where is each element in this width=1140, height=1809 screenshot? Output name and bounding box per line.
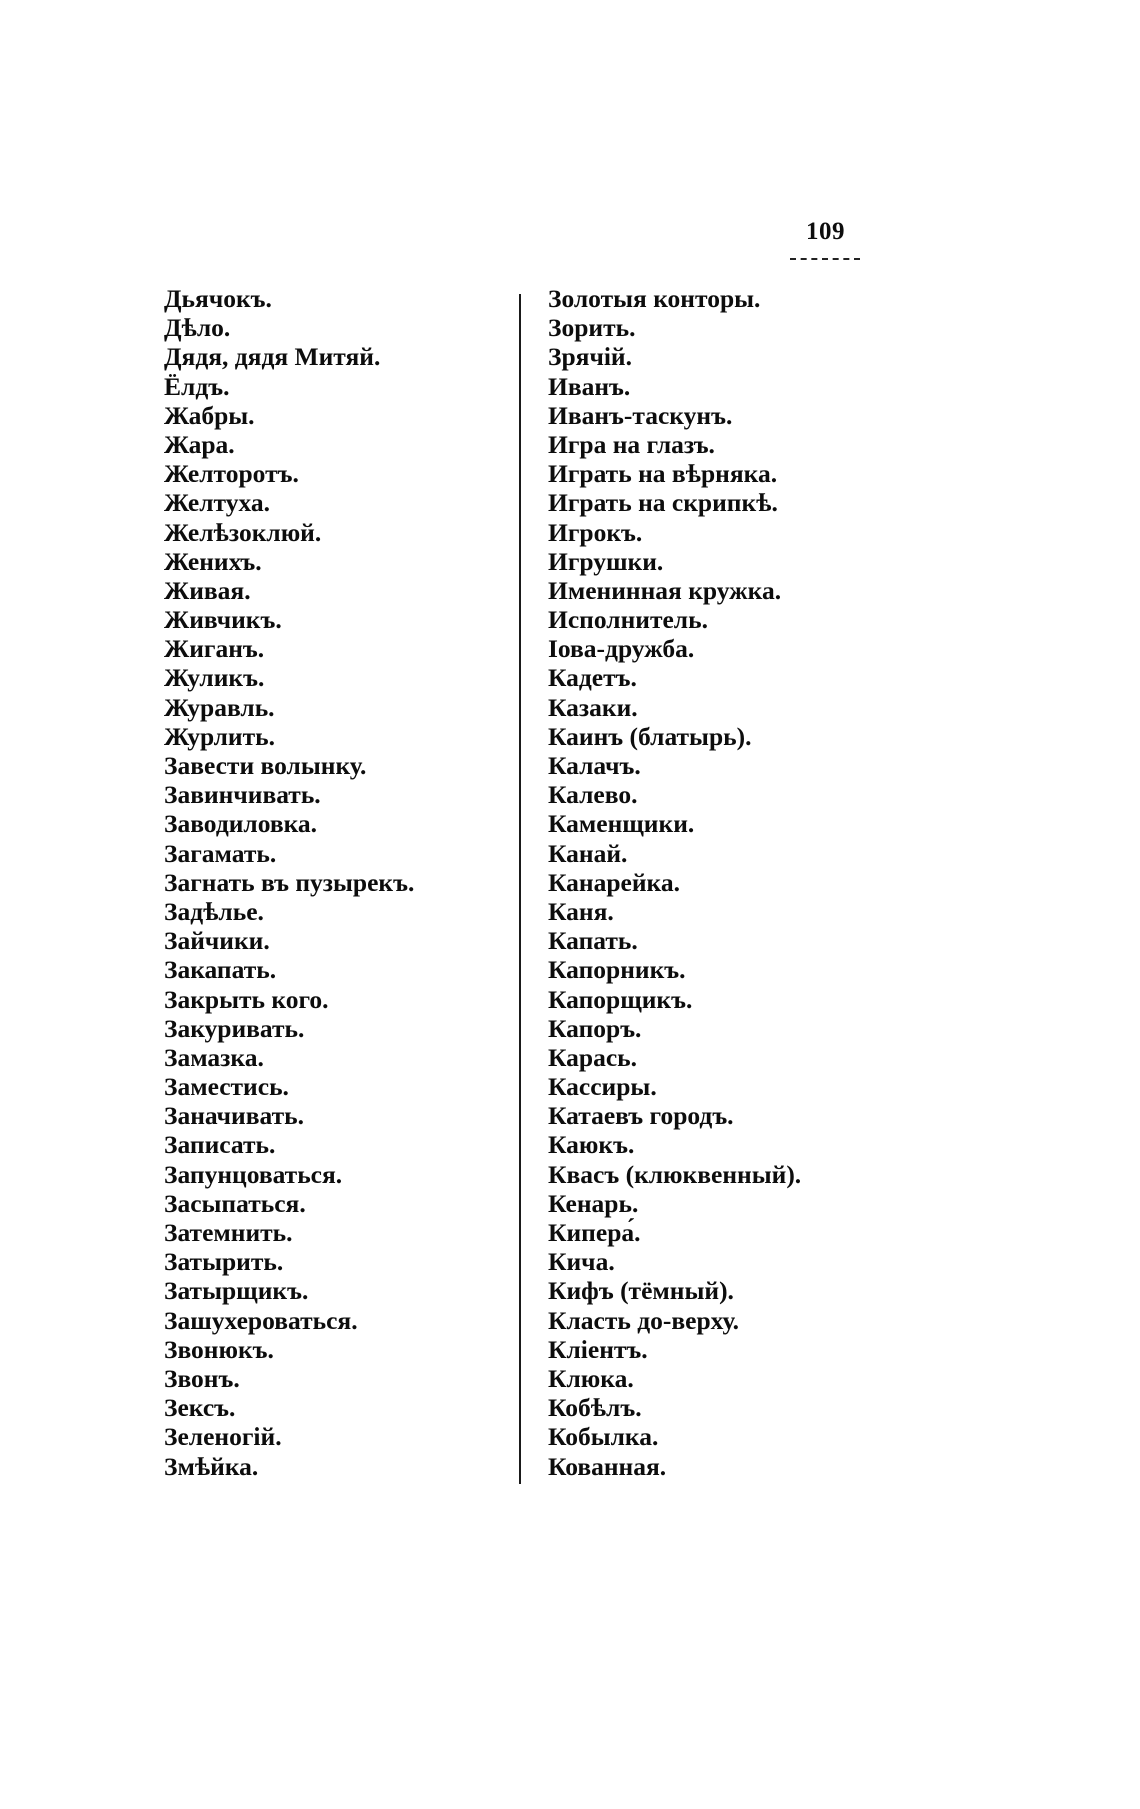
- word-entry: Заначивать.: [164, 1101, 304, 1131]
- word-entry: Капорщикъ.: [548, 984, 693, 1014]
- word-entry: Каинъ (блатырь).: [548, 721, 752, 751]
- word-entry: Затырщикъ.: [164, 1276, 309, 1306]
- word-entry: Задѣлье.: [164, 896, 264, 926]
- word-entry: Кича.: [548, 1247, 615, 1277]
- word-entry: Зрячій.: [548, 342, 632, 372]
- left-word-column: [164, 284, 504, 1481]
- right-word-column: [548, 284, 878, 1481]
- word-entry: Звонъ.: [164, 1363, 240, 1393]
- word-entry: Записать.: [164, 1130, 276, 1160]
- word-entry: Зайчики.: [164, 926, 270, 956]
- word-entry: Канарейка.: [548, 867, 680, 897]
- word-entry: Играть на вѣрняка.: [548, 459, 778, 489]
- word-entry: Каня.: [548, 896, 614, 926]
- word-entry: Загамать.: [164, 838, 277, 868]
- word-entry: Завинчивать.: [164, 780, 321, 810]
- word-entry: Засыпаться.: [164, 1188, 306, 1218]
- word-entry: Журавль.: [164, 692, 275, 722]
- word-entry: Карась.: [548, 1042, 638, 1072]
- word-entry: Кассиры.: [548, 1072, 657, 1102]
- word-entry: Играть на скрипкѣ.: [548, 488, 778, 518]
- word-entry: Зашухероваться.: [164, 1305, 358, 1335]
- word-entry: Желторотъ.: [164, 459, 299, 489]
- word-entry: Именинная кружка.: [548, 575, 782, 605]
- word-entry: Кадетъ.: [548, 663, 637, 693]
- word-entry: Дьячокъ.: [164, 284, 272, 313]
- word-entry: Затырить.: [164, 1247, 284, 1277]
- word-entry: Квасъ (клюквенный).: [548, 1159, 802, 1189]
- word-entry: Змѣйка.: [164, 1451, 259, 1481]
- word-entry: Кліентъ.: [548, 1334, 648, 1364]
- word-entry: Исполнитель.: [548, 605, 708, 635]
- word-entry: Желѣзоклюй.: [164, 517, 322, 547]
- word-entry: Зексъ.: [164, 1393, 236, 1423]
- word-entry: Живчикъ.: [164, 605, 282, 635]
- word-entry: Золотыя конторы.: [548, 284, 761, 313]
- word-entry: Кифъ (тёмный).: [548, 1276, 734, 1306]
- word-entry: Капорникъ.: [548, 955, 686, 985]
- word-entry: Канай.: [548, 838, 628, 868]
- word-entry: Иванъ.: [548, 371, 631, 401]
- word-entry: Заводиловка.: [164, 809, 318, 839]
- word-entry: Калево.: [548, 780, 638, 810]
- word-entry: Калачъ.: [548, 751, 641, 780]
- word-entry: Игрокъ.: [548, 517, 643, 547]
- word-entry: Зорить.: [548, 313, 636, 343]
- word-entry: Закрыть кого.: [164, 984, 329, 1014]
- word-entry: Закуривать.: [164, 1013, 305, 1043]
- word-entry: Женихъ.: [164, 546, 262, 576]
- word-entry: Капоръ.: [548, 1013, 642, 1043]
- word-entry: Кенарь.: [548, 1188, 639, 1218]
- word-entry: Заместись.: [164, 1072, 289, 1102]
- word-entry: Ёлдъ.: [164, 371, 230, 401]
- word-entry: Казаки.: [548, 692, 638, 722]
- word-entry: Иванъ-таскунъ.: [548, 400, 733, 430]
- word-entry: Жабры.: [164, 400, 255, 430]
- page-number-underline: [790, 258, 860, 260]
- word-entry: Завести волынку.: [164, 751, 367, 780]
- word-entry: Запунцоваться.: [164, 1159, 343, 1189]
- word-entry: Закапать.: [164, 955, 277, 985]
- word-entry: Желтуха.: [164, 488, 271, 518]
- word-entry: Зеленогій.: [164, 1422, 282, 1452]
- word-entry: Класть до-верху.: [548, 1305, 740, 1335]
- word-entry: Кобылка.: [548, 1422, 659, 1452]
- word-entry: Капать.: [548, 926, 638, 956]
- word-entry: Жара.: [164, 429, 235, 459]
- word-entry: Дѣло.: [164, 313, 231, 343]
- page-number: 109: [806, 218, 845, 245]
- word-entry: Игрушки.: [548, 546, 664, 576]
- word-entry: Каменщики.: [548, 809, 695, 839]
- word-entry: Дядя, дядя Митяй.: [164, 342, 381, 372]
- word-entry: Кованная.: [548, 1451, 667, 1481]
- word-entry: Катаевъ городъ.: [548, 1101, 734, 1131]
- word-entry: Затемнить.: [164, 1218, 293, 1247]
- word-entry: Живая.: [164, 575, 251, 605]
- word-entry: Жиганъ.: [164, 634, 265, 664]
- word-entry: Игра на глазъ.: [548, 429, 715, 459]
- word-entry: Каюкъ.: [548, 1130, 635, 1160]
- word-entry: Кипера́.: [548, 1218, 641, 1247]
- column-divider: [519, 294, 521, 1484]
- word-entry: Клюка.: [548, 1363, 634, 1393]
- word-entry: Жуликъ.: [164, 663, 265, 693]
- word-entry: Іова-дружба.: [548, 634, 695, 664]
- word-entry: Загнать въ пузырекъ.: [164, 867, 415, 897]
- word-entry: Замазка.: [164, 1042, 264, 1072]
- word-entry: Звонюкъ.: [164, 1334, 274, 1364]
- word-entry: Кобѣлъ.: [548, 1393, 642, 1423]
- word-entry: Журлить.: [164, 721, 275, 751]
